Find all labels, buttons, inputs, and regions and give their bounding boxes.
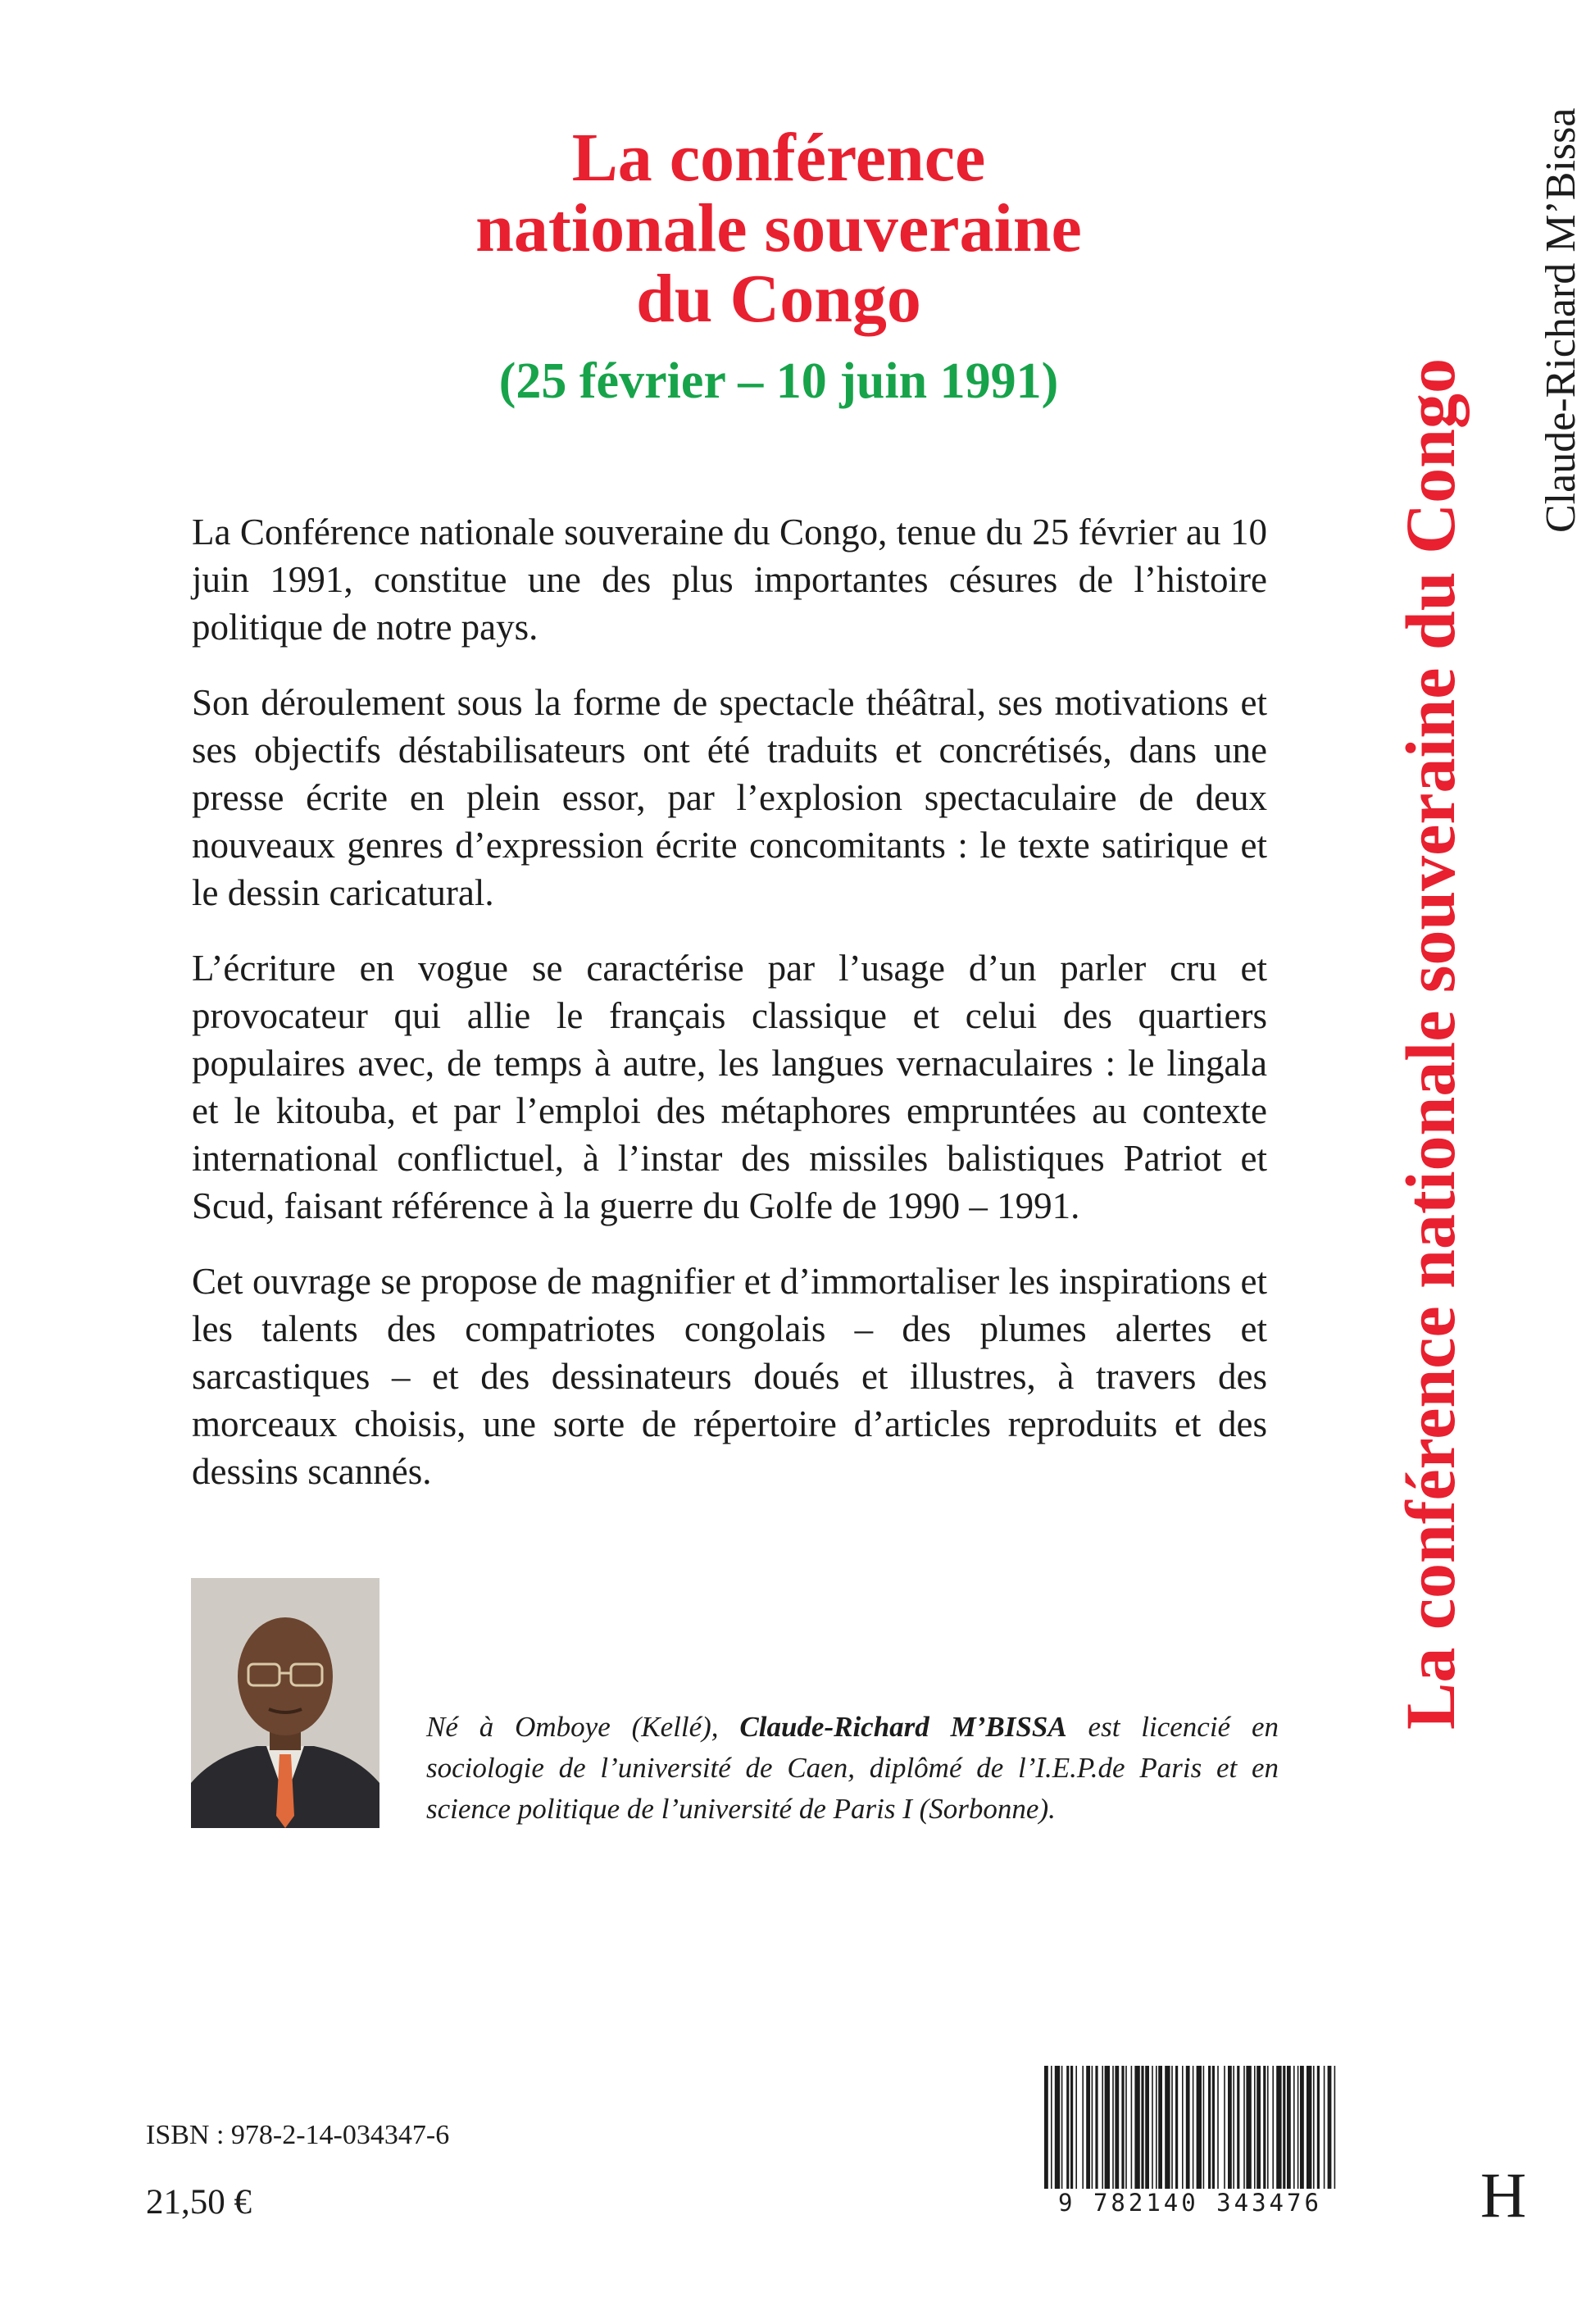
- blurb-paragraph: La Conférence nationale souveraine du Congo, tenue du 25 février au 10 juin 1991, constitue une des plus importantes césures de l’histoire politique de notre pays.: [192, 512, 1267, 648]
- book-title: [287, 120, 1270, 337]
- author-bio: [426, 1707, 1279, 1830]
- blurb-paragraph: Son déroulement sous la forme de spectacle théâtral, ses motivations et ses objectifs déstabilisateurs ont été traduits et concrétisés, dans une presse écrite en plein essor, par l’explosion spectaculaire de deux nouveaux genres d’expression écrite concomitants : le texte satirique et le dessin caricatural.: [192, 682, 1267, 913]
- isbn-label: ISBN : 978-2-14-034347-6: [146, 2120, 450, 2150]
- author-name: Claude-Richard M’BISSA: [739, 1711, 1067, 1743]
- blurb-paragraph: Cet ouvrage se propose de magnifier et d’immortaliser les inspirations et les talents des compatriotes congolais – des plumes alertes et sarcastiques – et des dessinateurs doués et illustres, à travers des morceaux choisis, une sorte de répertoire d’articles reproduits et des dessins scannés.: [192, 1261, 1267, 1492]
- title-line-1: La conférence: [571, 120, 986, 196]
- blurb-paragraph: L’écriture en vogue se caractérise par l’usage d’un parler cru et provocateur qui allie le français classique et celui des quartiers populaires avec, de temps à autre, les langues vernaculaires : le lingala et le kitouba, et par l’emploi des métaphores empruntées au contexte international conflictuel, à l’instar des missiles balistiques Patriot et Scud, faisant référence à la guerre du Golfe de 1990 – 1991.: [192, 948, 1267, 1226]
- title-line-3: du Congo: [636, 261, 921, 337]
- book-subtitle: (25 février – 10 juin 1991): [498, 353, 1059, 409]
- price-label: 21,50 €: [146, 2183, 252, 2222]
- barcode-number: 9 782140 343476: [1058, 2189, 1322, 2217]
- author-bio-suffix: est licencié en sociologie de l’université de Caen, diplômé de l’I.E.P.de Paris et en science politique de l’université de Paris I (Sorbonne).: [426, 1711, 1279, 1825]
- spine-title: La conférence nationale souveraine du Congo: [1391, 357, 1470, 1730]
- author-photo: [191, 1578, 379, 1828]
- title-line-2: nationale souveraine: [475, 190, 1082, 266]
- back-cover-blurb: [192, 508, 1267, 1523]
- publisher-logo-icon: H: [1480, 2159, 1527, 2231]
- author-portrait-icon: [191, 1578, 379, 1828]
- spine-author: Claude-Richard M’Bissa: [1538, 107, 1584, 533]
- author-bio-prefix: Né à Omboye (Kellé),: [426, 1711, 740, 1743]
